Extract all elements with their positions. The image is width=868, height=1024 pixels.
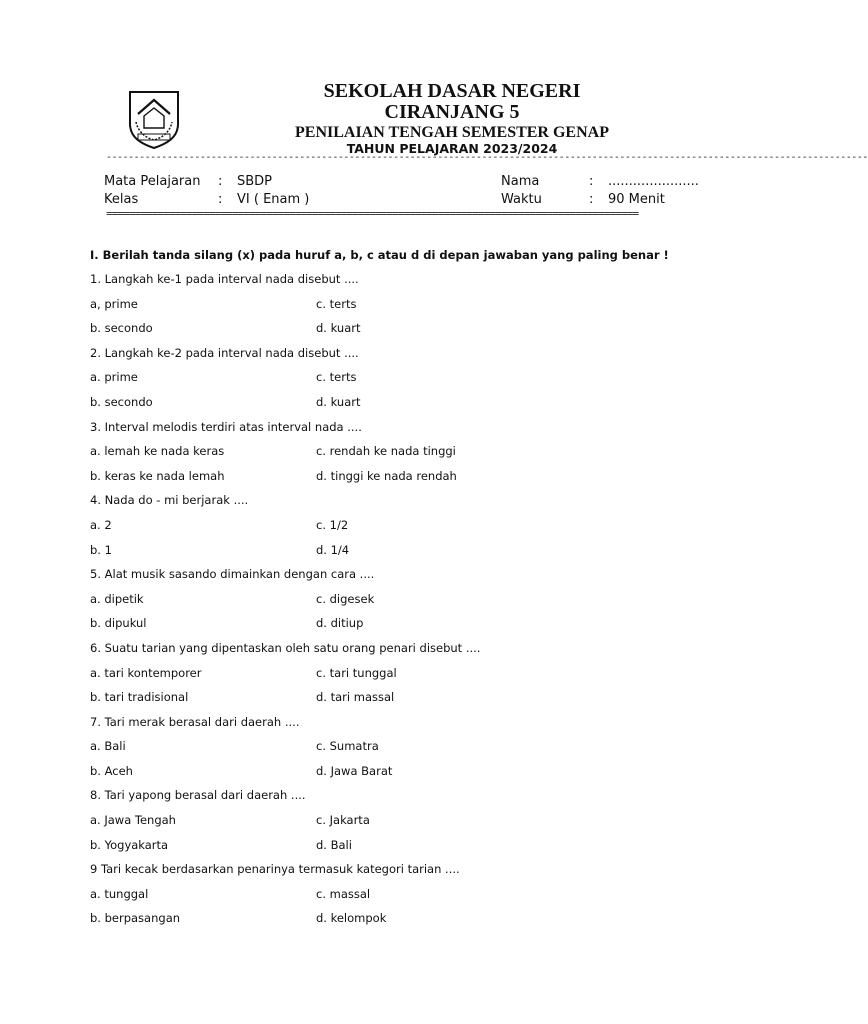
option-d[interactable]: d. tinggi ke nada rendah bbox=[316, 468, 457, 483]
exam-title: PENILAIAN TENGAH SEMESTER GENAP bbox=[295, 124, 609, 141]
option-c[interactable]: c. Jakarta bbox=[316, 813, 370, 828]
option-c[interactable]: c. rendah ke nada tinggi bbox=[316, 444, 456, 459]
option-b[interactable]: b. dipukul bbox=[90, 616, 147, 631]
subject-label: Mata Pelajaran bbox=[104, 174, 201, 189]
question-text: 7. Tari merak berasal dari daerah .... bbox=[90, 714, 300, 729]
option-b[interactable]: b. keras ke nada lemah bbox=[90, 468, 225, 483]
answer-row bbox=[90, 838, 730, 863]
option-b[interactable]: b. berpasangan bbox=[90, 911, 181, 926]
answer-row bbox=[90, 370, 730, 395]
answer-row bbox=[90, 518, 730, 543]
answer-row bbox=[90, 887, 730, 912]
class-value: VI ( Enam ) bbox=[237, 192, 310, 207]
answer-row bbox=[90, 592, 730, 617]
name-value: ...................... bbox=[608, 174, 699, 189]
answer-row bbox=[90, 321, 730, 346]
name-colon: : bbox=[589, 174, 594, 189]
option-d[interactable]: d. kuart bbox=[316, 394, 361, 409]
option-a[interactable]: a. tari kontemporer bbox=[90, 665, 202, 680]
question-item bbox=[90, 272, 730, 297]
question-text: 3. Interval melodis terdiri atas interval nada .... bbox=[90, 419, 362, 434]
double-divider: ============================================================================================= bbox=[106, 207, 639, 220]
option-d[interactable]: d. kelompok bbox=[316, 911, 387, 926]
option-a[interactable]: a. lemah ke nada keras bbox=[90, 444, 225, 459]
option-d[interactable]: d. Bali bbox=[316, 837, 352, 852]
option-c[interactable]: c. Sumatra bbox=[316, 739, 379, 754]
option-c[interactable]: c. digesek bbox=[316, 591, 375, 606]
option-a[interactable]: a. prime bbox=[90, 370, 138, 385]
class-colon: : bbox=[218, 192, 223, 207]
option-a[interactable]: a. 2 bbox=[90, 517, 112, 532]
class-label: Kelas bbox=[104, 192, 139, 207]
question-text: 9 Tari kecak berdasarkan penarinya termasuk kategori tarian .... bbox=[90, 862, 460, 877]
question-text: 1. Langkah ke-1 pada interval nada disebut .... bbox=[90, 272, 359, 286]
answer-row bbox=[90, 666, 730, 691]
option-c[interactable]: c. terts bbox=[316, 370, 357, 385]
option-a[interactable]: a, prime bbox=[90, 296, 138, 311]
option-c[interactable]: c. massal bbox=[316, 886, 371, 901]
name-label: Nama bbox=[501, 174, 540, 189]
answer-row bbox=[90, 764, 730, 789]
option-c[interactable]: c. tari tunggal bbox=[316, 665, 397, 680]
option-a[interactable]: a. Jawa Tengah bbox=[90, 813, 176, 828]
answer-row bbox=[90, 395, 730, 420]
question-text: 8. Tari yapong berasal dari daerah .... bbox=[90, 788, 306, 803]
option-b[interactable]: b. Aceh bbox=[90, 763, 133, 778]
option-a[interactable]: a. dipetik bbox=[90, 591, 144, 606]
academic-year: TAHUN PELAJARAN 2023/2024 bbox=[346, 141, 558, 156]
question-list bbox=[90, 272, 730, 936]
question-text: 6. Suatu tarian yang dipentaskan oleh satu orang penari disebut .... bbox=[90, 640, 481, 655]
option-d[interactable]: d. Jawa Barat bbox=[316, 763, 393, 778]
time-colon: : bbox=[589, 192, 594, 207]
answer-row bbox=[90, 739, 730, 764]
answer-row bbox=[90, 690, 730, 715]
question-item bbox=[90, 567, 730, 592]
question-text: 5. Alat musik sasando dimainkan dengan cara .... bbox=[90, 567, 375, 582]
question-item bbox=[90, 346, 730, 371]
school-name-line1: SEKOLAH DASAR NEGERI bbox=[323, 80, 581, 102]
instruction: I. Berilah tanda silang (x) pada huruf a, b, c atau d di depan jawaban yang paling benar ! bbox=[90, 248, 669, 262]
answer-row bbox=[90, 616, 730, 641]
option-a[interactable]: a. Bali bbox=[90, 739, 126, 754]
answer-row bbox=[90, 813, 730, 838]
answer-row bbox=[90, 444, 730, 469]
school-name-line2: CIRANJANG 5 bbox=[384, 101, 520, 123]
answer-row bbox=[90, 469, 730, 494]
question-item bbox=[90, 788, 730, 813]
option-c[interactable]: c. 1/2 bbox=[316, 517, 349, 532]
option-d[interactable]: d. kuart bbox=[316, 321, 361, 336]
option-d[interactable]: d. tari massal bbox=[316, 690, 395, 705]
answer-row bbox=[90, 297, 730, 322]
option-b[interactable]: b. tari tradisional bbox=[90, 690, 189, 705]
option-d[interactable]: d. 1/4 bbox=[316, 542, 350, 557]
question-item bbox=[90, 420, 730, 445]
option-a[interactable]: a. tunggal bbox=[90, 886, 149, 901]
option-b[interactable]: b. secondo bbox=[90, 321, 153, 336]
time-label: Waktu bbox=[501, 192, 542, 207]
option-b[interactable]: b. secondo bbox=[90, 394, 153, 409]
school-emblem-icon bbox=[126, 88, 182, 150]
answer-row bbox=[90, 911, 730, 936]
subject-value: SBDP bbox=[237, 174, 273, 189]
question-text: 2. Langkah ke-2 pada interval nada disebut .... bbox=[90, 345, 359, 360]
option-c[interactable]: c. terts bbox=[316, 296, 357, 311]
question-item bbox=[90, 493, 730, 518]
option-b[interactable]: b. Yogyakarta bbox=[90, 837, 169, 852]
option-b[interactable]: b. 1 bbox=[90, 542, 112, 557]
question-text: 4. Nada do - mi berjarak .... bbox=[90, 493, 249, 508]
dashed-divider: ------------------------------------------------------------------------------------------------------------------------------------------ bbox=[106, 152, 868, 163]
subject-colon: : bbox=[218, 174, 223, 189]
question-item bbox=[90, 641, 730, 666]
option-d[interactable]: d. ditiup bbox=[316, 616, 364, 631]
answer-row bbox=[90, 543, 730, 568]
question-item bbox=[90, 862, 730, 887]
time-value: 90 Menit bbox=[608, 192, 665, 207]
question-item bbox=[90, 715, 730, 740]
